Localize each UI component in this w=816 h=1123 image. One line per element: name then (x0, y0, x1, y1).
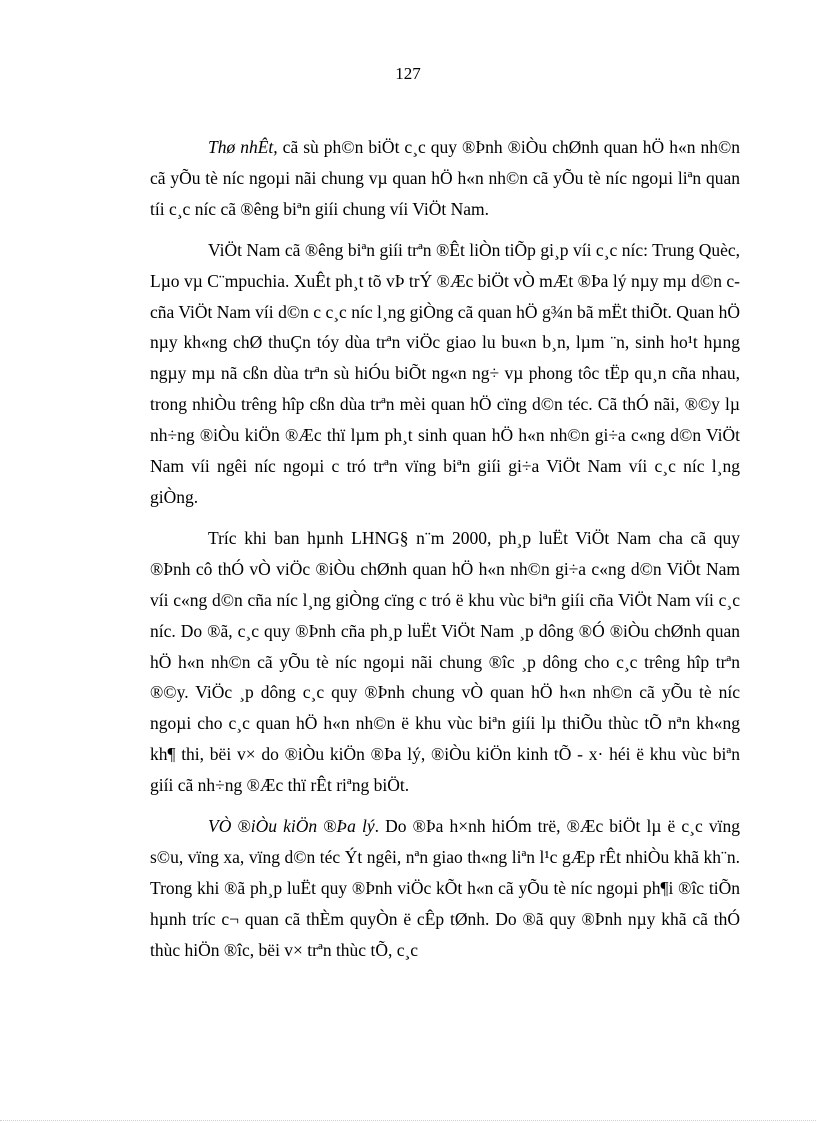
paragraph-1 (150, 132, 740, 225)
paragraph-1-lead: Thø nhÊt, (208, 137, 278, 157)
paragraph-2-text: ViÖt Nam cã ®êng biªn giíi trªn ®Êt liÒn tiÕp gi¸p víi c¸c níc: Trung Quèc, Lµo vµ C¨mpuchia. XuÊt ph¸t tõ vÞ trÝ ®Æc biÖt vÒ mÆt ®Þa lý nµy mµ d©n c cña ViÖt Nam víi d©n c c¸c níc l¸ng giÒng cã quan hÖ g¾n bã mËt thiÕt. Quan hÖ nµy kh«ng chØ thuÇn tóy dùa trªn viÖc giao lu bu«n b¸n, lµm ¨n, sinh ho¹t hµng ngµy mµ nã cßn dùa trªn sù hiÓu biÕt ng«n ng÷ vµ phong tôc tËp qu¸n cña nhau, trong nhiÒu trêng hîp cßn dùa trªn mèi quan hÖ cïng d©n téc. Cã thÓ nãi, ®©y lµ nh÷ng ®iÒu kiÖn ®Æc thï lµm ph¸t sinh quan hÖ h«n nh©n gi÷a c«ng d©n ViÖt Nam víi ngêi níc ngoµi c tró trªn vïng biªn giíi gi÷a ViÖt Nam víi c¸c níc l¸ng giÒng. (150, 239, 740, 507)
paragraph-3-text: Tríc khi ban hµnh LHNG§ n¨m 2000, ph¸p luËt ViÖt Nam cha cã quy ®Þnh cô thÓ vÒ viÖc ®iÒu chØnh quan hÖ h«n nh©n gi÷a c«ng d©n ViÖt Nam víi c«ng d©n cña níc l¸ng giÒng cïng c tró ë khu vùc biªn giíi cña ViÖt Nam víi c¸c níc. Do ®ã, c¸c quy ®Þnh cña ph¸p luËt ViÖt Nam ¸p dông ®Ó ®iÒu chØnh quan hÖ h«n nh©n cã yÕu tè níc ngoµi nãi chung ®îc ¸p dông cho c¸c trêng hîp trªn ®©y. ViÖc ¸p dông c¸c quy ®Þnh chung vÒ quan hÖ h«n nh©n cã yÕu tè níc ngoµi cho c¸c quan hÖ h«n nh©n ë khu vùc biªn giíi lµ thiÕu thùc tÕ nªn kh«ng kh¶ thi, bëi v× do ®iÒu kiÖn ®Þa lý, ®iÒu kiÖn kinh tÕ - x· héi ë khu vùc biªn giíi cã nh÷ng ®Æc thï rÊt riªng biÖt. (150, 527, 740, 796)
body-text (150, 132, 740, 966)
paragraph-4 (150, 811, 740, 966)
paragraph-2 (150, 235, 740, 513)
paragraph-1-text: cã sù ph©n biÖt c¸c quy ®Þnh ®iÒu chØnh quan hÖ h«n nh©n cã yÕu tè níc ngoµi nãi chung vµ quan hÖ h«n nh©n cã yÕu tè níc ngoµi liªn quan tíi c¸c níc cã ®êng biªn giíi chung víi ViÖt Nam. (150, 137, 740, 219)
paragraph-3 (150, 523, 740, 801)
paragraph-4-lead: VÒ ®iÒu kiÖn ®Þa lý (208, 816, 375, 837)
page-number: 127 (395, 64, 421, 83)
page-bottom-divider (0, 1120, 816, 1121)
paragraph-4-text: . Do ®Þa h×nh hiÓm trë, ®Æc biÖt lµ ë c¸c vïng s©u, vïng xa, vïng d©n téc Ýt ngêi, nªn giao th«ng liªn l¹c gÆp rÊt nhiÒu khã kh¨n. Trong khi ®ã ph¸p luËt quy ®Þnh viÖc kÕt h«n cã yÕu tè níc ngoµi ph¶i ®îc tiÕn hµnh tríc c¬ quan cã thÈm quyÒn ë cÊp tØnh. Do ®ã quy ®Þnh nµy khã cã thÓ thùc hiÖn ®îc, bëi v× trªn thùc tÕ, c¸c (150, 816, 740, 960)
